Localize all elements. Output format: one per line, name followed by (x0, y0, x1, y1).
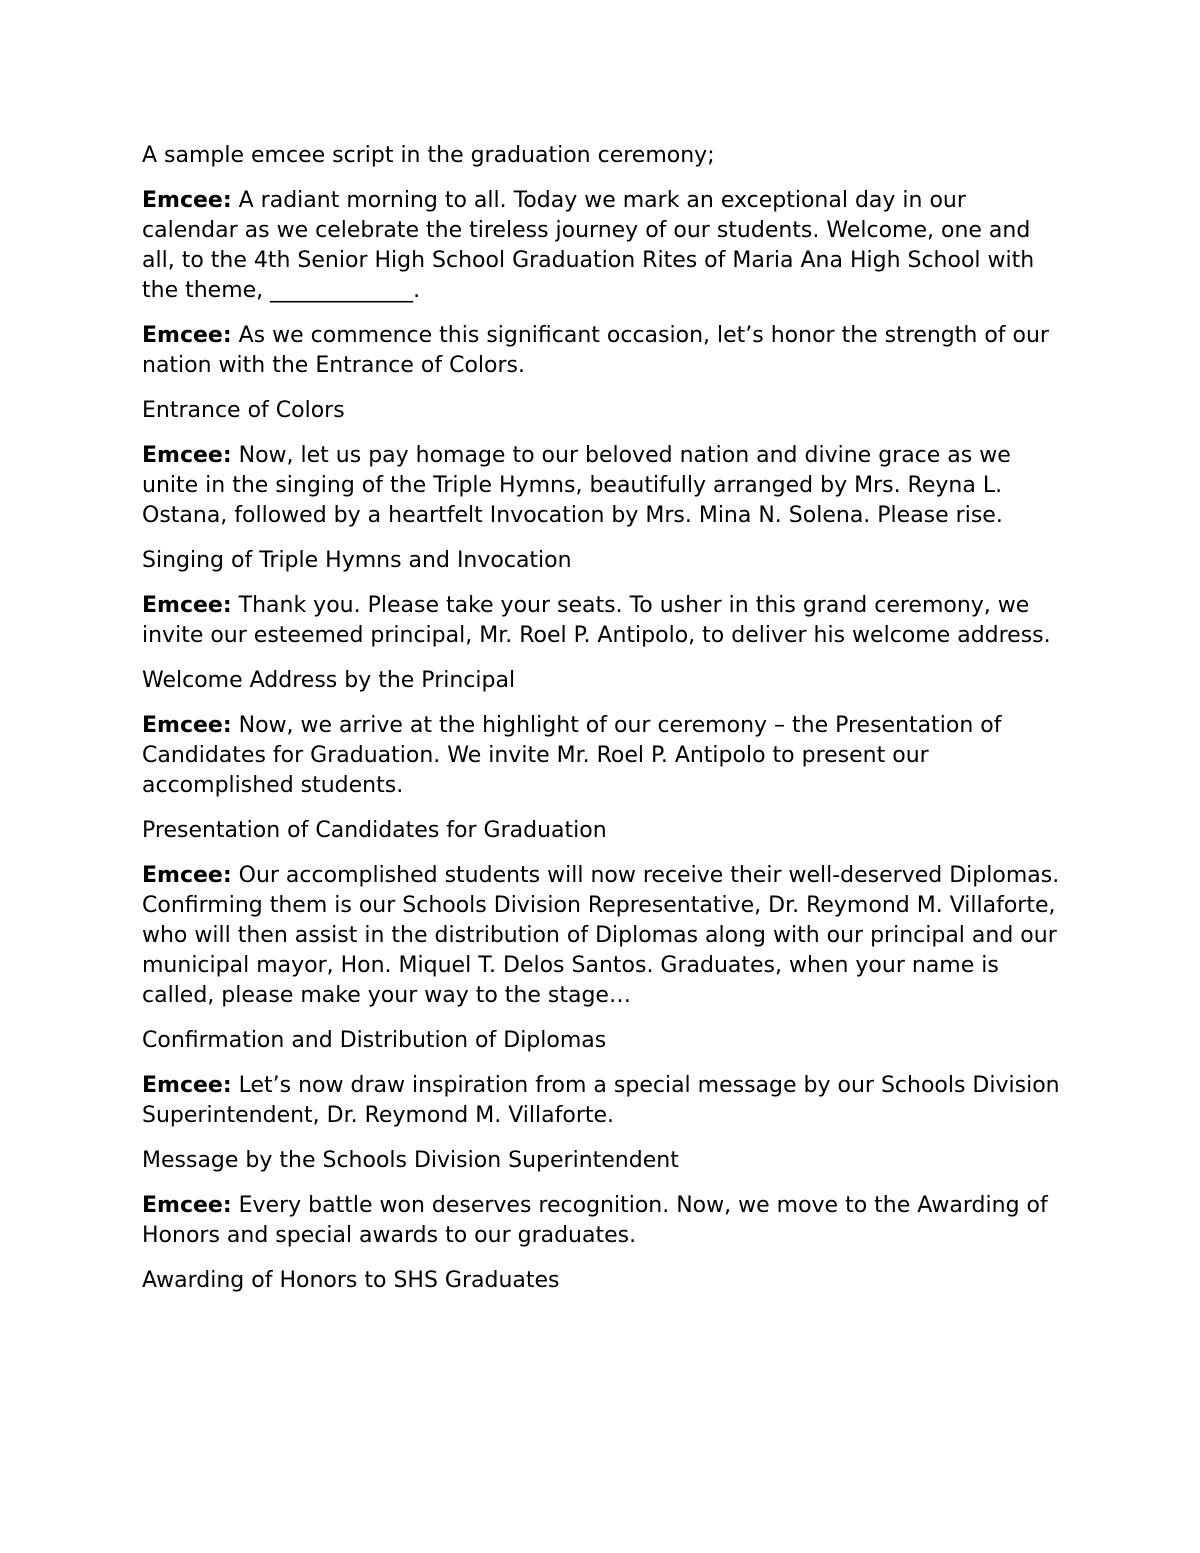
emcee-line (142, 441, 1062, 531)
speaker-label: Emcee: (142, 443, 232, 468)
program-part-heading: Confirmation and Distribution of Diplomas (142, 1028, 607, 1053)
emcee-line (142, 186, 1062, 306)
speaker-label: Emcee: (142, 323, 232, 348)
program-part-heading: Welcome Address by the Principal (142, 668, 516, 693)
emcee-line (142, 1191, 1062, 1251)
emcee-line (142, 321, 1062, 381)
speaker-label: Emcee: (142, 863, 232, 888)
emcee-text: Our accomplished students will now receive their well-deserved Diplomas. Confirming them is our Schools Division Representative, Dr. Reymond M. Villaforte, who will then assist in the distribution of Diplomas along with our principal and our municipal mayor, Hon. Miquel T. Delos Santos. Graduates, when your name is called, please make your way to the stage… (142, 863, 1060, 1008)
speaker-label: Emcee: (142, 1073, 232, 1098)
speaker-label: Emcee: (142, 1193, 232, 1218)
speaker-label: Emcee: (142, 593, 232, 618)
emcee-line (142, 711, 1062, 801)
emcee-text: Thank you. Please take your seats. To usher in this grand ceremony, we invite our esteemed principal, Mr. Roel P. Antipolo, to deliver his welcome address. (142, 593, 1051, 648)
emcee-line (142, 861, 1062, 1011)
speaker-label: Emcee: (142, 713, 232, 738)
program-part-heading: Awarding of Honors to SHS Graduates (142, 1268, 560, 1293)
script-blocks (142, 186, 1062, 1296)
document-body (142, 141, 1062, 1311)
speaker-label: Emcee: (142, 188, 232, 213)
program-part-heading: Entrance of Colors (142, 398, 345, 423)
emcee-text: As we commence this significant occasion, let’s honor the strength of our nation with the Entrance of Colors. (142, 323, 1049, 378)
emcee-line (142, 1071, 1062, 1131)
emcee-text: Let’s now draw inspiration from a special message by our Schools Division Superintendent, Dr. Reymond M. Villaforte. (142, 1073, 1060, 1128)
program-part-heading: Message by the Schools Division Superintendent (142, 1148, 679, 1173)
emcee-text: A radiant morning to all. Today we mark an exceptional day in our calendar as we celebrate the tireless journey of our students. Welcome, one and all, to the 4th Senior High School Graduation Rites of Maria Ana High School with the theme, _____________. (142, 188, 1035, 303)
intro-line: A sample emcee script in the graduation ceremony; (142, 143, 715, 168)
emcee-text: Now, let us pay homage to our beloved nation and divine grace as we unite in the singing of the Triple Hymns, beautifully arranged by Mrs. Reyna L. Ostana, followed by a heartfelt Invocation by Mrs. Mina N. Solena. Please rise. (142, 443, 1011, 528)
emcee-text: Every battle won deserves recognition. Now, we move to the Awarding of Honors and special awards to our graduates. (142, 1193, 1048, 1248)
emcee-text: Now, we arrive at the highlight of our ceremony – the Presentation of Candidates for Graduation. We invite Mr. Roel P. Antipolo to present our accomplished students. (142, 713, 1002, 798)
emcee-line (142, 591, 1062, 651)
program-part-heading: Presentation of Candidates for Graduation (142, 818, 607, 843)
program-part-heading: Singing of Triple Hymns and Invocation (142, 548, 572, 573)
